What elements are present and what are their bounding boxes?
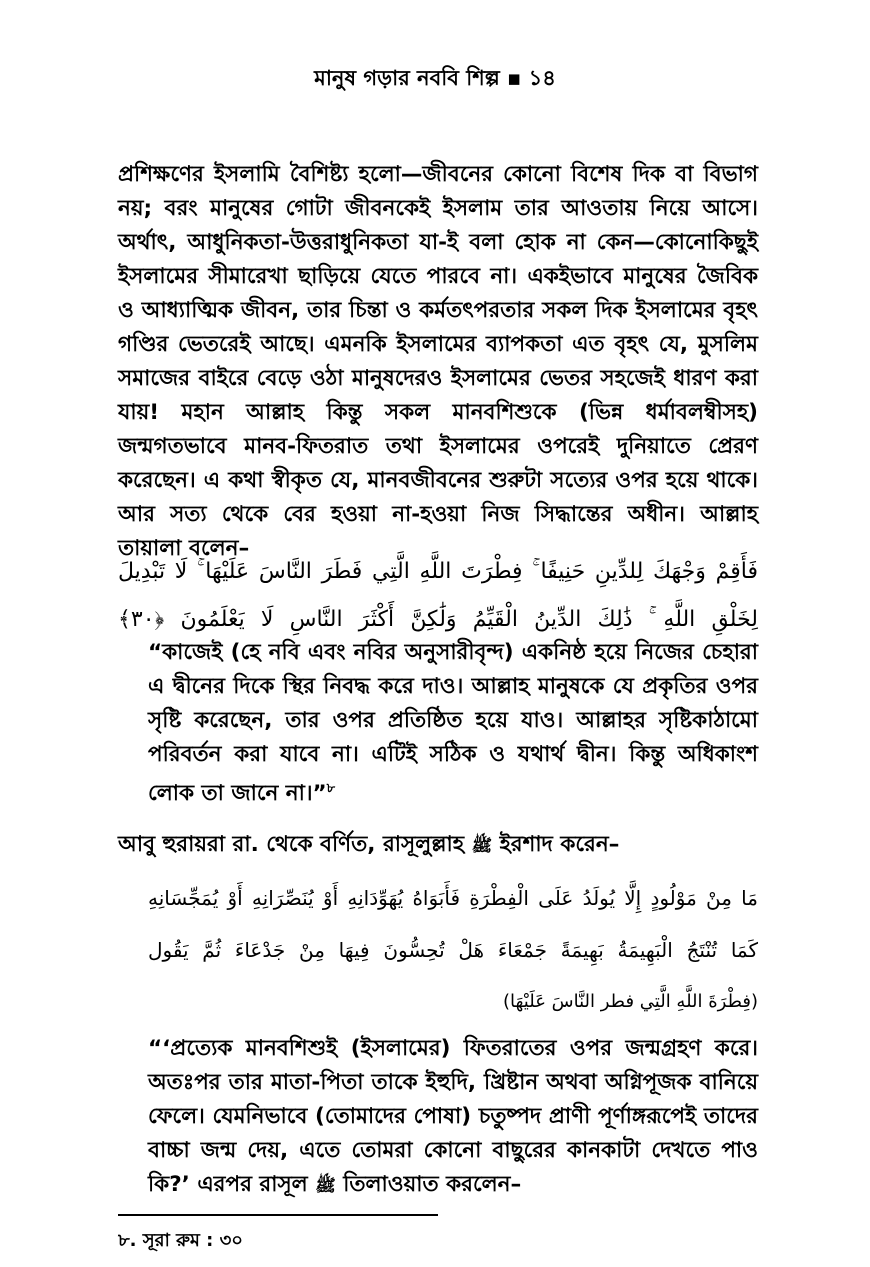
- footnote-ref[interactable]: ৮: [326, 781, 336, 796]
- intro-paragraph-text: প্রশিক্ষণের ইসলামি বৈশিষ্ট্য হলো—জীবনের কোনো বিশেষ দিক বা বিভাগ নয়; বরং মানুষের গোটা জীবনকেই ইসলাম তার আওতায় নিয়ে আসে। অর্থাৎ, আধুনিকতা-উত্তরাধুনিকতা যা-ই বলা হোক না কেন—কোনোকিছুই ইসলামের সীমারেখা ছাড়িয়ে যেতে পারবে না। একইভাবে মানুষের জৈবিক ও আধ্যাত্মিক জীবন, তার চিন্তা ও কর্মতৎপরতার সকল দিক ইসলামের বৃহৎ গণ্ডির ভেতরেই আছে। এমনকি ইসলামের ব্যাপকতা এত বৃহৎ যে, মুসলিম সমাজের বাইরে বেড়ে ওঠা মানুষদেরও ইসলামের ভেতর সহজেই ধারণ করা যায়! মহান আল্লাহ কিন্তু সকল মানবশিশুকে (ভিন্ন ধর্মাবলম্বীসহ) জন্মগতভাবে মানব-ফিতরাত তথা ইসলামের ওপরেই দুনিয়াতে প্রেরণ করেছেন। এ কথা স্বীকৃত যে, মানবজীবনের শুরুটা সত্যের ওপর হয়ে থাকে। আর সত্য থেকে বের হওয়া না-হওয়া নিজ সিদ্ধান্তের অধীন। আল্লাহ তায়ালা বলেন–: [118, 162, 758, 561]
- quran-verse-line-1: فَأَقِمْ وَجْهَكَ لِلدِّينِ حَنِيفًا ۚ فِطْرَتَ اللَّهِ الَّتِي فَطَرَ النَّاسَ عَلَيْهَا ۚ لَا تَبْدِيلَ: [118, 559, 758, 584]
- honorific-glyph: ﷺ: [471, 836, 493, 856]
- intro-paragraph: [118, 158, 758, 566]
- hadith-line-1: مَا مِنْ مَوْلُودٍ إِلَّا يُولَدُ عَلَى الْفِطْرَةِ فَأَبَوَاهُ يُهَوِّدَانِهِ أَوْ يُنَصِّرَانِهِ أَوْ يُمَجِّسَانِهِ: [148, 886, 758, 910]
- hadith-translation-before: “‘প্রত্যেক মানবশিশুই (ইসলামের) ফিতরাতের ওপর জন্মগ্রহণ করে। অতঃপর তার মাতা-পিতা তাকে ইহুদি, খ্রিষ্টান অথবা অগ্নিপূজক বানিয়ে ফেলে। যেমনিভাবে (তোমাদের পোষা) চতুষ্পদ প্রাণী পূর্ণাঙ্গরূপেই তাদের বাচ্চা জন্ম দেয়, এতে তোমরা কোনো বাছুরের কানকাটা দেখতে পাও কি?’ এরপর রাসূল: [148, 1036, 758, 1197]
- footnote: ৮. সূরা রুম : ৩০: [118, 1230, 244, 1251]
- verse-translation: [148, 636, 758, 811]
- hadith-line-2: كَمَا تُنْتَجُ الْبَهِيمَةُ بَهِيمَةً جَمْعَاءَ هَلْ تُحِسُّونَ فِيهَا مِنْ جَدْعَاءَ ثُمَّ يَقُول: [148, 938, 758, 962]
- hadith-intro-before: আবু হুরায়রা রা. থেকে বর্ণিত, রাসূলুল্লাহ: [118, 832, 472, 857]
- hadith-intro: [118, 828, 758, 863]
- hadith-translation: [148, 1032, 758, 1203]
- quran-verse: [118, 548, 758, 644]
- hadith-line-3: (فِطْرَةَ اللَّهِ الَّتِي فطر النَّاسَ عَلَيْهَا): [503, 991, 758, 1012]
- honorific-glyph-2: ﷺ: [315, 1176, 336, 1196]
- quran-verse-line-2: لِخَلْقِ اللَّهِ ۚ ذَٰلِكَ الدِّينُ الْقَيِّمُ وَلَٰكِنَّ أَكْثَرَ النَّاسِ لَا يَعْلَمُونَ ﴿٣٠﴾: [118, 607, 758, 632]
- verse-translation-text: “কাজেই (হে নবি এবং নবির অনুসারীবৃন্দ) একনিষ্ঠ হয়ে নিজের চেহারা এ দ্বীনের দিকে স্থির নিবদ্ধ করে দাও। আল্লাহ মানুষকে যে প্রকৃতির ওপর সৃষ্টি করেছেন, তার ওপর প্রতিষ্ঠিত হয়ে যাও। আল্লাহর সৃষ্টিকাঠামো পরিবর্তন করা যাবে না। এটিই সঠিক ও যথার্থ দ্বীন। কিন্তু অধিকাংশ লোক তা জানে না।”: [148, 640, 758, 807]
- footnote-divider: [118, 1214, 438, 1216]
- hadith-intro-after: ইরশাদ করেন–: [492, 832, 620, 857]
- running-header: মানুষ গড়ার নববি শিল্প ▪ ১৪: [314, 66, 556, 90]
- hadith-arabic: [148, 872, 758, 1028]
- hadith-translation-after: তিলাওয়াত করলেন–: [335, 1172, 522, 1197]
